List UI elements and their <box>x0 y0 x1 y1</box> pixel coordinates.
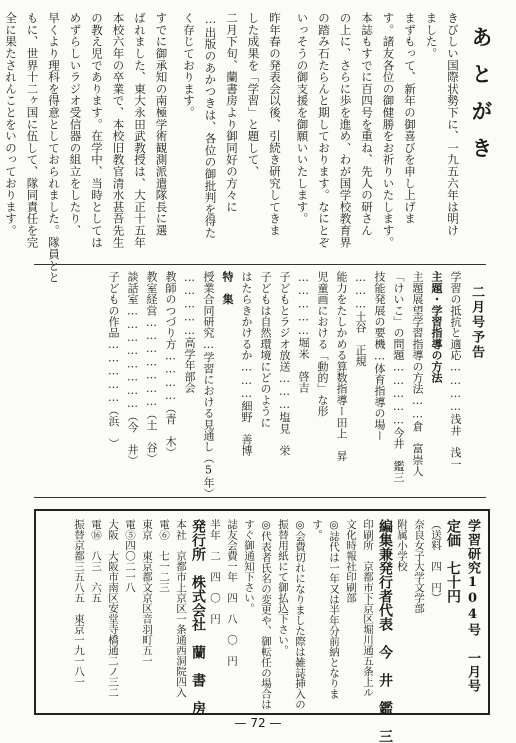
afterword-column: の上に、さらに歩を進め、わが国学校教育界 <box>338 12 353 248</box>
colophon-line: すぐ御通知下さい。 <box>243 519 255 614</box>
colophon-price: 定価 七十円 <box>445 519 461 603</box>
colophon-line: 編集兼発行者代表 今 井 鑑 三 <box>377 519 393 743</box>
afterword-column: …出版のあかつきは、各位の御批判を得た <box>203 12 218 239</box>
announcement-item: 能力をたしかめる算数指導ー田上 昇 <box>335 271 348 462</box>
colophon-shipping: （送料 四 円） <box>430 519 442 603</box>
announcement-heading: 二月号予告 <box>469 285 484 360</box>
colophon-line: 奈良女子大学文学部 <box>413 519 425 614</box>
colophon-line: 電⑯ 八三 六五 <box>90 519 102 603</box>
colophon-line: ◎誌代は一年又は半年分前納となりま <box>328 519 340 699</box>
announcement-item: ………土谷 正規 <box>354 271 367 367</box>
afterword-column: 昨年春の発表会以後、引続き研究してきま <box>268 12 282 237</box>
colophon-line: 振替京都三五八五 東京一九一八一 <box>73 519 85 687</box>
colophon-line: 本社 京都市上京区一条通西洞院四入 <box>175 519 187 698</box>
afterword-column: いっそうの御支援を御願いいたします。 <box>295 12 310 225</box>
afterword-column: もに、世界十二ヶ国に伍して、隊同責任を完 <box>25 12 40 248</box>
colophon-line: 誌友会費一年 四 八 〇 円 <box>226 519 238 666</box>
colophon-line: 東京 東京都文京区音羽町五一 <box>141 519 153 666</box>
afterword-column: 本校六年の卒業で、本校旧教官清水甚吾先生 <box>111 12 126 248</box>
afterword-column: きびしい国際状勢下に、一九五六年は明け <box>446 12 460 237</box>
colophon-line: 電⑤四〇二一八 <box>124 519 136 593</box>
announcement-item: 子どもとラジオ放送………塩見 栄 <box>278 271 291 457</box>
colophon-line: 大阪 大阪市南区安堂寺橋通二ノ三二 <box>107 519 119 698</box>
announcement-item: 技能発展の要機…体育指導の場ー <box>373 271 386 441</box>
afterword-section <box>4 12 496 284</box>
afterword-column: まずもって、新年の御喜びを申し上げま <box>403 12 417 225</box>
announcement-item: ……………高学年部会 <box>183 271 196 393</box>
afterword-column: の踏み石たらんと期しております。なにとぞ <box>317 12 331 248</box>
afterword-column: ました。 <box>424 12 439 60</box>
announcement-item: 子どもは自然環境にどのように <box>259 271 272 428</box>
colophon-line: 文化時報社印刷部 <box>345 519 357 603</box>
page-number: — 72 — <box>234 716 282 730</box>
colophon-line: ◎会費切れになりました際は雑誌挿入の <box>294 519 306 710</box>
afterword-column: 全に果たされんことをいのっております。 <box>4 12 18 237</box>
afterword-column: く存じております。 <box>182 12 196 119</box>
announcement-item: 「けいこ」の問題……………今井 鑑三 <box>392 271 405 483</box>
afterword-column: した成果を「学習」と題して、 <box>246 12 261 178</box>
afterword-column: すでに御承知の南極学術観測派遣隊長に選 <box>154 12 169 237</box>
announcement-item: 教師のつづり方…………（青 木） <box>164 271 177 459</box>
colophon-line: 振替用紙にて御払込下さい。 <box>277 519 289 656</box>
announcement-item: はたらきかけるか………細野 善博 <box>240 271 253 457</box>
afterword-column: 早くより理科を得意としておられました。隊員とと <box>47 12 61 284</box>
colophon-line: 印刷所 京都市下京区堀川通五条上ル <box>362 519 374 698</box>
next-issue-announcement <box>34 264 486 498</box>
announcement-item: 主題・学習指導の方法 <box>430 271 443 383</box>
announcement-item: 談話室……………………（今 井） <box>126 271 139 467</box>
announcement-item: ……………堀米 啓吉 <box>297 271 310 393</box>
colophon-line: 電⑥ 七一二三 <box>158 519 170 593</box>
afterword-column: 本誌もすでに百四号を重ね、先人の研さん <box>360 12 374 237</box>
announcement-item: 学習の抵抗と適応…………浅井 浅一 <box>449 271 462 470</box>
afterword-column: す。諸友各位の御健勝をお祈りいたします。 <box>381 12 396 248</box>
announcement-item: 授業合同研究…学習における見通し（5年） <box>202 271 215 499</box>
afterword-column: の教え児であります。在学中、当時としては <box>90 12 104 248</box>
colophon-line: 附属小学校 <box>396 519 408 572</box>
afterword-column: ばれました、東大永田武教授は、大正十五年 <box>133 12 147 248</box>
colophon-line: 半年 二 四 〇 円 <box>209 519 221 624</box>
announcement-item: 教室経営…………………（土 谷） <box>145 271 158 465</box>
afterword-column: めずらしいラジオ受信器の組立をしたり、 <box>68 12 83 237</box>
colophon-heading: 学習研究104号 一月号 <box>465 519 480 693</box>
colophon-line: す。 <box>311 519 323 540</box>
afterword-heading: あとがき <box>469 26 494 174</box>
announcement-item: 特 集 <box>221 271 234 305</box>
afterword-column: 二月下旬、蘭書房より御同好の方々に <box>225 12 239 213</box>
colophon-line: ◎代表者氏名の変更や、御転任の場合は <box>260 519 272 710</box>
colophon-line: 発行所 株式会社 蘭 書 房 <box>190 519 206 715</box>
announcement-item: 主題展望学習指導の方法……倉 富崇人 <box>411 271 424 477</box>
announcement-item: 子どもの作品……………（浜 ） <box>107 271 120 449</box>
announcement-item: 児童画における「動的」な形 <box>316 271 329 417</box>
